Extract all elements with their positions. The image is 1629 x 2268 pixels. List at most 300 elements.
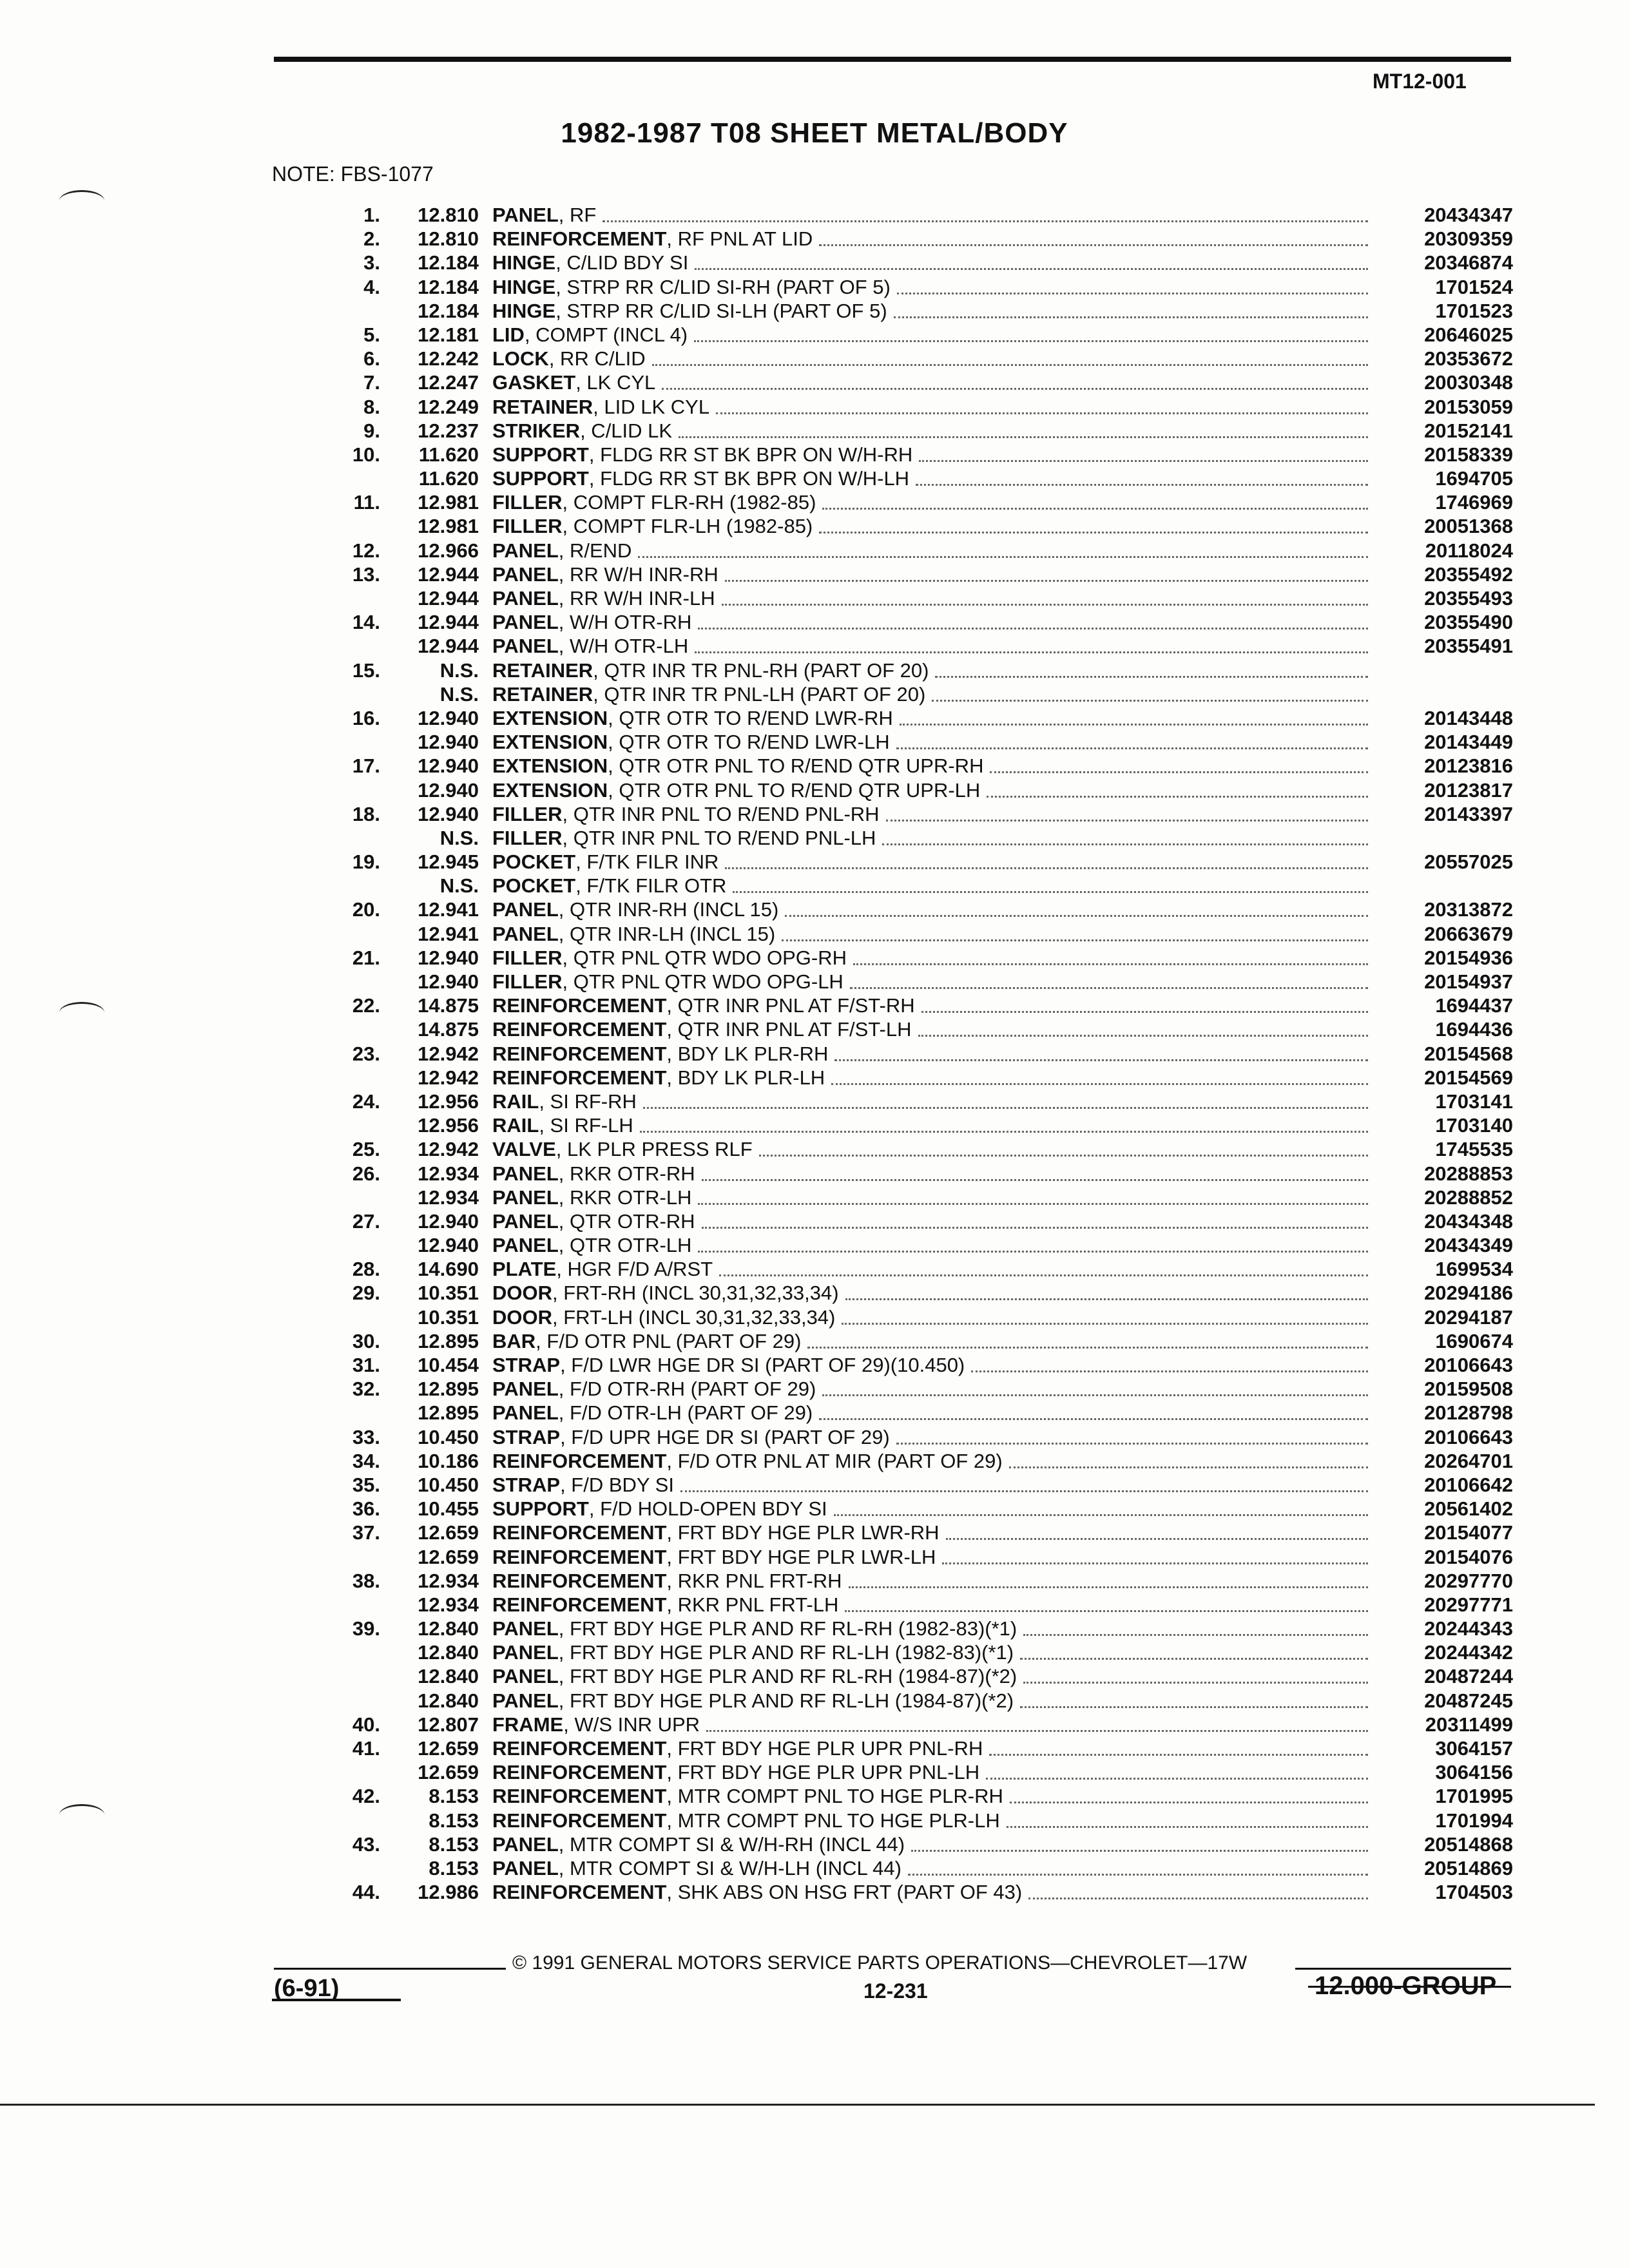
part-description: , FLDG RR ST BK BPR ON W/H-RH	[588, 443, 913, 466]
list-item	[0, 658, 1629, 682]
part-number: 20313872	[1424, 898, 1513, 921]
part-description: , FRT BDY HGE PLR LWR-RH	[666, 1521, 940, 1544]
dot-leader	[946, 1538, 1368, 1540]
part-noun: REINFORCEMENT	[492, 1785, 667, 1808]
part-noun: REINFORCEMENT	[492, 1449, 667, 1472]
group-number: 12.895	[418, 1329, 479, 1352]
list-item	[0, 1305, 1629, 1329]
part-number: 20355491	[1424, 635, 1513, 658]
group-number: 12.184	[418, 275, 479, 298]
part-noun: STRAP	[492, 1473, 561, 1496]
list-item	[0, 682, 1629, 706]
part-number: 20309359	[1424, 227, 1513, 251]
list-item	[0, 1209, 1629, 1233]
list-item	[0, 826, 1629, 850]
part-name	[492, 347, 646, 370]
dot-leader	[845, 1298, 1368, 1300]
dot-leader	[733, 891, 1368, 893]
part-description: , RKR PNL FRT-RH	[666, 1569, 842, 1592]
list-item	[0, 706, 1629, 730]
dot-leader	[725, 867, 1368, 869]
part-name	[492, 370, 655, 394]
part-number: 1701524	[1435, 275, 1513, 298]
part-name	[492, 1689, 1014, 1713]
part-name	[492, 1713, 700, 1736]
part-noun: EXTENSION	[492, 778, 608, 802]
group-number: 12.940	[418, 754, 479, 778]
list-item	[0, 370, 1629, 394]
dot-leader	[819, 244, 1368, 246]
item-number: 6.	[363, 347, 380, 370]
part-description: , RF	[558, 204, 597, 226]
part-noun: VALVE	[492, 1138, 556, 1161]
dot-leader	[971, 1370, 1368, 1372]
dot-leader	[935, 676, 1368, 678]
group-number: 10.351	[418, 1305, 479, 1329]
part-name	[492, 730, 890, 754]
part-number: 20514868	[1424, 1832, 1513, 1856]
part-noun: FILLER	[492, 826, 563, 849]
dot-leader	[882, 843, 1368, 845]
dot-leader	[702, 1179, 1368, 1181]
part-noun: STRIKER	[492, 419, 581, 442]
group-number: 12.940	[418, 802, 479, 825]
part-number: 20152141	[1424, 419, 1513, 442]
item-number: 14.	[352, 611, 380, 634]
part-noun: PANEL	[492, 1162, 559, 1185]
dot-leader	[990, 771, 1368, 773]
dot-leader	[680, 1490, 1368, 1492]
group-number: N.S.	[439, 658, 479, 682]
part-description: , QTR OTR PNL TO R/END QTR UPR-RH	[608, 754, 984, 778]
dot-leader	[1023, 1634, 1368, 1636]
part-number: 20030348	[1424, 371, 1513, 394]
part-description: , FRT BDY HGE PLR AND RF RL-RH (1982-83)(*1)	[558, 1617, 1017, 1640]
part-name	[492, 706, 893, 730]
part-noun: STRAP	[492, 1425, 561, 1448]
dot-leader	[1020, 1706, 1368, 1708]
list-item	[0, 1162, 1629, 1186]
part-number: 20297771	[1424, 1593, 1513, 1616]
part-description: , C/LID LK	[580, 419, 673, 442]
item-number: 2.	[363, 227, 380, 251]
part-name	[492, 1593, 838, 1617]
list-item	[0, 1042, 1629, 1066]
dot-leader	[849, 1586, 1368, 1588]
group-number: 12.659	[418, 1737, 479, 1760]
part-name	[492, 922, 775, 946]
part-name	[492, 251, 688, 274]
item-number: 8.	[363, 395, 380, 418]
part-name	[492, 634, 688, 658]
part-description: , FLDG RR ST BK BPR ON W/H-LH	[588, 467, 910, 490]
item-number: 44.	[352, 1881, 380, 1904]
group-number: 12.840	[418, 1665, 479, 1688]
part-noun: FILLER	[492, 802, 563, 825]
part-description: , LK CYL	[575, 371, 656, 394]
dot-leader	[706, 1730, 1368, 1732]
list-item	[0, 922, 1629, 946]
list-item	[0, 730, 1629, 754]
part-number: 20311499	[1425, 1713, 1513, 1736]
part-description: , QTR INR-RH (INCL 15)	[558, 898, 779, 921]
part-number: 1746969	[1435, 491, 1513, 514]
part-description: , STRP RR C/LID SI-RH (PART OF 5)	[555, 275, 891, 298]
part-name	[492, 1760, 979, 1784]
part-noun: RETAINER	[492, 682, 593, 706]
part-description: , COMPT FLR-RH (1982-85)	[562, 491, 816, 514]
part-number: 20353672	[1424, 347, 1513, 370]
list-item	[0, 1353, 1629, 1377]
footer-rule	[274, 1968, 506, 1970]
part-number: 20355492	[1424, 562, 1513, 586]
dot-leader	[853, 963, 1368, 965]
part-name	[492, 539, 631, 562]
list-item	[0, 395, 1629, 419]
part-name	[492, 490, 816, 514]
part-name	[492, 1281, 839, 1305]
dot-leader	[652, 364, 1368, 366]
part-description: , HGR F/D A/RST	[556, 1258, 713, 1281]
part-number: 1701994	[1435, 1809, 1513, 1832]
part-noun: LID	[492, 323, 525, 346]
part-name	[492, 1113, 633, 1137]
part-noun: REINFORCEMENT	[492, 1018, 667, 1041]
group-number: 12.249	[418, 395, 479, 418]
group-number: 12.981	[418, 491, 479, 514]
part-number: 1694705	[1435, 467, 1513, 490]
dot-leader	[986, 1778, 1368, 1780]
group-number: 12.944	[418, 635, 479, 658]
list-item	[0, 1401, 1629, 1425]
list-item	[0, 1257, 1629, 1281]
group-number: 10.186	[418, 1449, 479, 1472]
group-number: 12.941	[418, 898, 479, 921]
group-number: 12.184	[418, 251, 479, 274]
item-number: 31.	[352, 1354, 380, 1376]
part-description: , FRT-RH (INCL 30,31,32,33,34)	[552, 1282, 839, 1305]
list-item	[0, 1066, 1629, 1090]
part-number: 20143397	[1424, 802, 1513, 825]
part-description: , F/D HOLD-OPEN BDY SI	[588, 1497, 827, 1521]
list-item	[0, 754, 1629, 778]
list-item	[0, 1760, 1629, 1784]
part-description: , W/H OTR-LH	[558, 635, 689, 658]
item-number: 33.	[352, 1425, 380, 1448]
list-item	[0, 203, 1629, 227]
dot-leader	[834, 1059, 1368, 1061]
part-name	[492, 1545, 936, 1569]
part-noun: PANEL	[492, 1665, 559, 1688]
group-number: 11.620	[418, 443, 479, 466]
part-number: 1703141	[1435, 1090, 1513, 1113]
part-noun: PANEL	[492, 611, 559, 634]
part-noun: POCKET	[492, 874, 576, 898]
part-noun: PANEL	[492, 204, 559, 226]
group-number: 12.934	[418, 1593, 479, 1616]
group-number: N.S.	[439, 874, 479, 898]
list-item	[0, 251, 1629, 274]
dot-leader	[698, 1203, 1368, 1205]
part-noun: REINFORCEMENT	[492, 1761, 667, 1784]
part-noun: EXTENSION	[492, 754, 608, 778]
part-name	[492, 227, 813, 251]
dot-leader	[782, 939, 1368, 941]
dot-leader	[698, 628, 1368, 629]
list-item	[0, 802, 1629, 826]
part-name	[492, 1449, 1003, 1473]
part-name	[492, 586, 715, 610]
part-number: 20106642	[1424, 1473, 1513, 1496]
list-item	[0, 1832, 1629, 1856]
part-name	[492, 1353, 965, 1377]
dot-leader	[850, 987, 1368, 989]
part-noun: PANEL	[492, 1641, 559, 1664]
part-name	[492, 1617, 1017, 1640]
item-number: 43.	[352, 1832, 380, 1856]
part-name	[492, 299, 887, 323]
part-noun: FILLER	[492, 970, 563, 993]
list-item	[0, 1137, 1629, 1161]
part-number: 20123816	[1424, 754, 1513, 778]
part-name	[492, 994, 915, 1017]
group-number: 8.153	[429, 1856, 479, 1879]
list-item	[0, 1186, 1629, 1209]
part-number: 1745535	[1435, 1138, 1513, 1161]
part-description: , QTR OTR TO R/END LWR-RH	[608, 706, 893, 729]
part-name	[492, 1066, 825, 1090]
group-number: 12.944	[418, 611, 479, 634]
part-name	[492, 1880, 1022, 1904]
dot-leader	[942, 1562, 1368, 1564]
part-description: , QTR INR-LH (INCL 15)	[558, 922, 776, 945]
list-item	[0, 1640, 1629, 1664]
part-noun: DOOR	[492, 1282, 552, 1305]
dot-leader	[725, 580, 1368, 582]
part-description: , F/TK FILR OTR	[575, 874, 727, 898]
part-description: , RKR OTR-LH	[558, 1186, 692, 1209]
part-number: 3064157	[1435, 1737, 1513, 1760]
group-number: 12.237	[418, 419, 479, 442]
part-number: 1699534	[1435, 1258, 1513, 1281]
dot-leader	[918, 1035, 1368, 1037]
item-number: 20.	[352, 898, 380, 921]
part-description: , STRP RR C/LID SI-LH (PART OF 5)	[555, 299, 887, 322]
part-noun: PANEL	[492, 1401, 559, 1425]
list-item	[0, 347, 1629, 370]
dot-leader	[719, 1274, 1368, 1276]
part-number: 1701523	[1435, 299, 1513, 322]
part-noun: PANEL	[492, 635, 559, 658]
dot-leader	[1020, 1658, 1368, 1660]
part-number: 20434348	[1424, 1209, 1513, 1233]
part-noun: LOCK	[492, 347, 549, 370]
part-noun: PANEL	[492, 1209, 559, 1233]
list-item	[0, 1856, 1629, 1880]
part-name	[492, 419, 672, 443]
part-description: , F/D LWR HGE DR SI (PART OF 29)(10.450)	[560, 1354, 965, 1376]
part-number: 20154936	[1424, 946, 1513, 969]
part-number: 20123817	[1424, 778, 1513, 802]
group-number: 12.940	[418, 731, 479, 754]
item-number: 27.	[352, 1209, 380, 1233]
list-item	[0, 299, 1629, 323]
part-noun: REINFORCEMENT	[492, 1042, 667, 1065]
part-number: 20294186	[1424, 1282, 1513, 1305]
part-name	[492, 1017, 912, 1041]
group-number: 14.875	[418, 1018, 479, 1041]
item-number: 28.	[352, 1258, 380, 1281]
group-number: 11.620	[418, 467, 479, 490]
part-number: 20154937	[1424, 970, 1513, 993]
part-noun: REINFORCEMENT	[492, 1521, 667, 1544]
part-noun: PANEL	[492, 898, 559, 921]
list-item	[0, 1784, 1629, 1808]
list-item	[0, 874, 1629, 898]
part-description: , COMPT (INCL 4)	[524, 323, 688, 346]
dot-leader	[896, 1443, 1368, 1445]
part-name	[492, 682, 925, 706]
dot-leader	[716, 412, 1368, 414]
list-item	[0, 490, 1629, 514]
part-number: 20297770	[1424, 1569, 1513, 1592]
item-number: 26.	[352, 1162, 380, 1185]
part-description: , RR W/H INR-LH	[558, 587, 715, 610]
group-number: 12.940	[418, 1209, 479, 1233]
item-number: 36.	[352, 1497, 380, 1521]
part-description: , FRT BDY HGE PLR UPR PNL-LH	[666, 1761, 980, 1784]
part-description: , QTR OTR TO R/END LWR-LH	[608, 731, 890, 754]
dot-leader	[602, 220, 1368, 222]
part-description: , FRT BDY HGE PLR UPR PNL-RH	[666, 1737, 983, 1760]
part-noun: PLATE	[492, 1258, 557, 1281]
part-name	[492, 802, 880, 826]
part-noun: BAR	[492, 1329, 536, 1352]
group-number: 12.942	[418, 1066, 479, 1089]
list-item	[0, 466, 1629, 490]
part-noun: PANEL	[492, 1856, 559, 1879]
dot-leader	[807, 1347, 1368, 1349]
group-number: 12.940	[418, 706, 479, 729]
group-number: 12.934	[418, 1569, 479, 1592]
part-name	[492, 874, 726, 898]
list-item	[0, 898, 1629, 921]
item-number: 22.	[352, 994, 380, 1017]
part-noun: SUPPORT	[492, 1497, 589, 1521]
group-number: 10.351	[418, 1282, 479, 1305]
part-number: 1694437	[1435, 994, 1513, 1017]
list-item	[0, 1017, 1629, 1041]
item-number: 29.	[352, 1282, 380, 1305]
part-number: 20143448	[1424, 706, 1513, 729]
part-noun: PANEL	[492, 539, 559, 562]
dot-leader	[834, 1514, 1368, 1516]
part-number: 20355490	[1424, 611, 1513, 634]
part-noun: PANEL	[492, 1832, 559, 1856]
list-item	[0, 778, 1629, 802]
part-description: , QTR INR PNL AT F/ST-RH	[666, 994, 915, 1017]
group-number: 12.181	[418, 323, 479, 346]
list-item	[0, 586, 1629, 610]
item-number: 42.	[352, 1785, 380, 1808]
item-number: 16.	[352, 706, 380, 729]
part-name	[492, 1401, 813, 1425]
part-name	[492, 275, 891, 299]
part-noun: STRAP	[492, 1354, 561, 1376]
list-item	[0, 1736, 1629, 1760]
item-number: 34.	[352, 1449, 380, 1472]
part-number: 20487245	[1424, 1689, 1513, 1712]
part-name	[492, 1162, 695, 1186]
part-description: , RR W/H INR-RH	[558, 562, 718, 586]
list-item	[0, 946, 1629, 970]
part-description: , QTR INR TR PNL-LH (PART OF 20)	[593, 682, 926, 706]
item-number: 18.	[352, 802, 380, 825]
list-item	[0, 610, 1629, 634]
group-number: 12.986	[418, 1881, 479, 1904]
item-number: 10.	[352, 443, 380, 466]
dot-leader	[1010, 1802, 1368, 1803]
part-name	[492, 1473, 674, 1497]
part-name	[492, 1233, 691, 1257]
part-noun: RAIL	[492, 1090, 539, 1113]
group-number: 12.934	[418, 1186, 479, 1209]
dot-leader	[662, 388, 1368, 390]
part-name	[492, 1042, 828, 1066]
dot-leader	[911, 1850, 1368, 1852]
list-item	[0, 1497, 1629, 1521]
item-number: 25.	[352, 1138, 380, 1161]
list-item	[0, 1593, 1629, 1617]
list-item	[0, 419, 1629, 443]
group-number: 12.944	[418, 587, 479, 610]
group-number: 12.966	[418, 539, 479, 562]
part-name	[492, 658, 929, 682]
part-description: , F/D OTR-LH (PART OF 29)	[558, 1401, 813, 1425]
part-noun: PANEL	[492, 587, 559, 610]
list-item	[0, 1521, 1629, 1544]
part-description: , RR C/LID	[548, 347, 646, 370]
list-item	[0, 1377, 1629, 1401]
part-noun: PANEL	[492, 1689, 559, 1712]
part-number: 20153059	[1424, 395, 1513, 418]
part-description: , F/D OTR PNL (PART OF 29)	[535, 1329, 802, 1352]
list-item	[0, 539, 1629, 562]
part-name	[492, 395, 709, 419]
dot-leader	[819, 1418, 1368, 1420]
list-item	[0, 1473, 1629, 1497]
dot-leader	[722, 604, 1368, 606]
list-item	[0, 1090, 1629, 1113]
part-name	[492, 1521, 940, 1544]
part-number: 1703140	[1435, 1114, 1513, 1137]
list-item	[0, 227, 1629, 251]
part-number: 20264701	[1424, 1449, 1513, 1472]
part-noun: FRAME	[492, 1713, 564, 1736]
part-description: , QTR OTR-LH	[558, 1234, 692, 1257]
part-name	[492, 1257, 713, 1281]
group-number: 12.840	[418, 1689, 479, 1712]
part-number: 20514869	[1424, 1856, 1513, 1879]
item-number: 17.	[352, 754, 380, 778]
dot-leader	[643, 1107, 1368, 1109]
list-item	[0, 1545, 1629, 1569]
dot-leader	[894, 316, 1368, 318]
part-noun: RAIL	[492, 1114, 539, 1137]
part-noun: HINGE	[492, 251, 556, 274]
part-description: , MTR COMPT PNL TO HGE PLR-LH	[666, 1809, 1000, 1832]
part-description: , QTR PNL QTR WDO OPG-LH	[562, 970, 843, 993]
